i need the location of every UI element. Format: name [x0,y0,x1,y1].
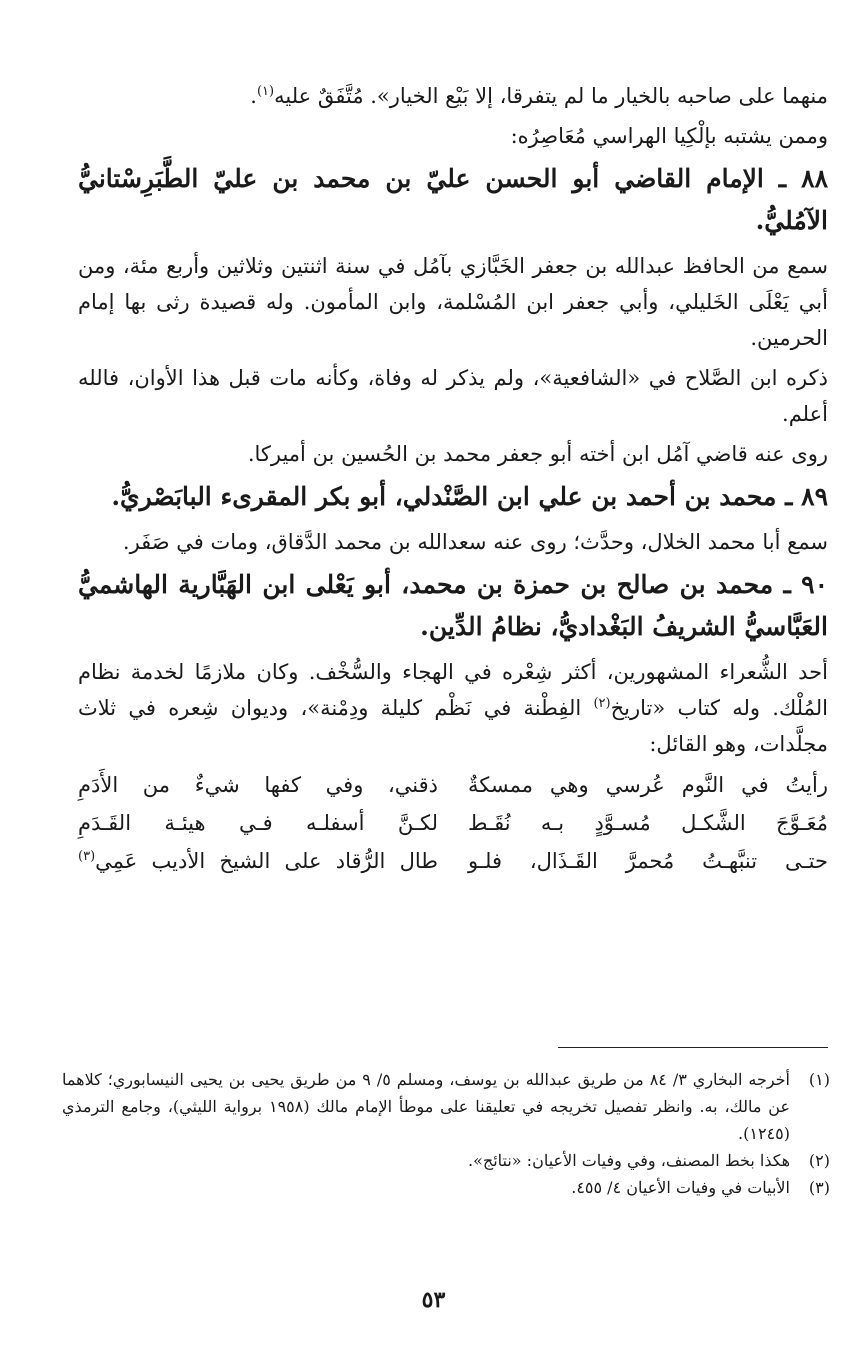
page-body [78,78,828,880]
poem-line-3-first: حتـى تنبَّهـتُ مُحمرَّ القَـذَال، فلـو [468,849,828,873]
footnote-ref-1[interactable]: (١) [256,84,275,99]
entry-heading-88: ٨٨ ـ الإمام القاضي أبو الحسن عليّ بن محمد بن عليّ الطَّبَرِسْتانيُّ الآمُليُّ. [78,164,828,235]
footnote-ref-3[interactable]: (٣) [78,849,96,864]
footnote-text: هكذا بخط المصنف، وفي وفيات الأعيان: «نتائج». [467,1151,790,1170]
paragraph-similar-name: وممن يشتبه بإلْكِيا الهراسي مُعَاصِرُه: [510,124,828,148]
footnote-ref-2[interactable]: (٢) [593,696,611,711]
paragraph-hadith-end: منهما على صاحبه بالخيار ما لم يتفرقا، إلا بَيْع الخيار». مُتَّفَقٌ عليه$^{(١)}$. [250,84,828,108]
entry-88-paragraph-3: روى عنه قاضي آمُل ابن أخته أبو جعفر محمد بن الحُسين بن أميركا. [247,442,828,466]
poem-line-2 [78,804,828,842]
entry-89-paragraph-1: سمع أبا محمد الخلال، وحدَّث؛ روى عنه سعدالله بن محمد الدَّقاق، ومات في صَفَر. [122,530,828,554]
entry-88-paragraph-2: ذكره ابن الصَّلاح في «الشافعية»، ولم يذكر له وفاة، وكأنه مات قبل هذا الأوان، فالله أعلم. [78,366,828,426]
footnotes [62,1066,830,1201]
footnote-text: الأبيات في وفيات الأعيان ٤/ ٤٥٥. [571,1178,790,1197]
footnote-divider [558,1047,828,1048]
footnote-1 [62,1066,830,1147]
footnote-number: (٣) [808,1178,830,1197]
poem [78,766,828,880]
entry-heading-89: ٨٩ ـ محمد بن أحمد بن علي ابن الصَّنْدلي، أبو بكر المقرىء البابَصْريُّ. [111,482,828,511]
poem-line-1 [78,766,828,804]
footnote-2 [62,1147,830,1174]
entry-90-paragraph-1: أحد الشُّعراء المشهورين، أكثر شِعْره في الهجاء والسُّخْف. وكان ملازمًا لخدمة نظام المُلْك. وله كتاب «تاريخ$^{(٢)}$ الفِطْنة في نَظْم كليلة ودِمْنة»، وديوان شِعره في ثلاث مجلَّدات، وهو القائل: [78,660,828,756]
footnote-text: أخرجه البخاري ٣/ ٨٤ من طريق عبدالله بن يوسف، ومسلم ٥/ ٩ من طريق يحيى بن يحيى النيسابوري؛ كلاهما عن مالك، به. وانظر تفصيل تخريجه في تعليقنا على موطأ الإمام مالك (١٩٥٨ برواية الليثي)، وجامع الترمذي (١٢٤٥). [62,1070,790,1143]
poem-line-1-first: رأيتُ في النَّوم عُرسي وهي ممسكةٌ [468,773,828,797]
footnote-number: (٢) [808,1151,830,1170]
footnote-3 [62,1174,830,1201]
poem-line-3 [78,842,828,880]
entry-88-paragraph-1: سمع من الحافظ عبدالله بن جعفر الخَبَّازي بآمُل في سنة اثنتين وثلاثين وأربع مئة، ومن أبي يَعْلَى الخَليلي، وأبي جعفر ابن المُسْلمة، وابن المأمون. وله قصيدة رثى بها إمام الحرمين. [78,254,828,350]
footnote-number: (١) [808,1070,830,1089]
poem-line-2-second: لكـنَّ أسفلـه فـي هيئـة القَـدَمِ [78,811,438,835]
poem-line-1-second: ذقني، وفي كفها شيءٌ من الأَدَمِ [78,773,438,797]
page-number: ٥٣ [421,1287,446,1313]
poem-line-2-first: مُعَـوَّجَ الشَّكـل مُسـوَّدٍ بـه نُقَـط [468,811,828,835]
entry-heading-90: ٩٠ ـ محمد بن صالح بن حمزة بن محمد، أبو يَعْلى ابن الهَبَّارية الهاشميُّ العَبَّاسيُّ الشريفُ البَغْداديُّ، نظامُ الدِّين. [78,570,828,641]
poem-line-3-second: طال الرُّقاد على الشيخ الأديب عَمِي$^{(٣)}$ [78,849,438,873]
